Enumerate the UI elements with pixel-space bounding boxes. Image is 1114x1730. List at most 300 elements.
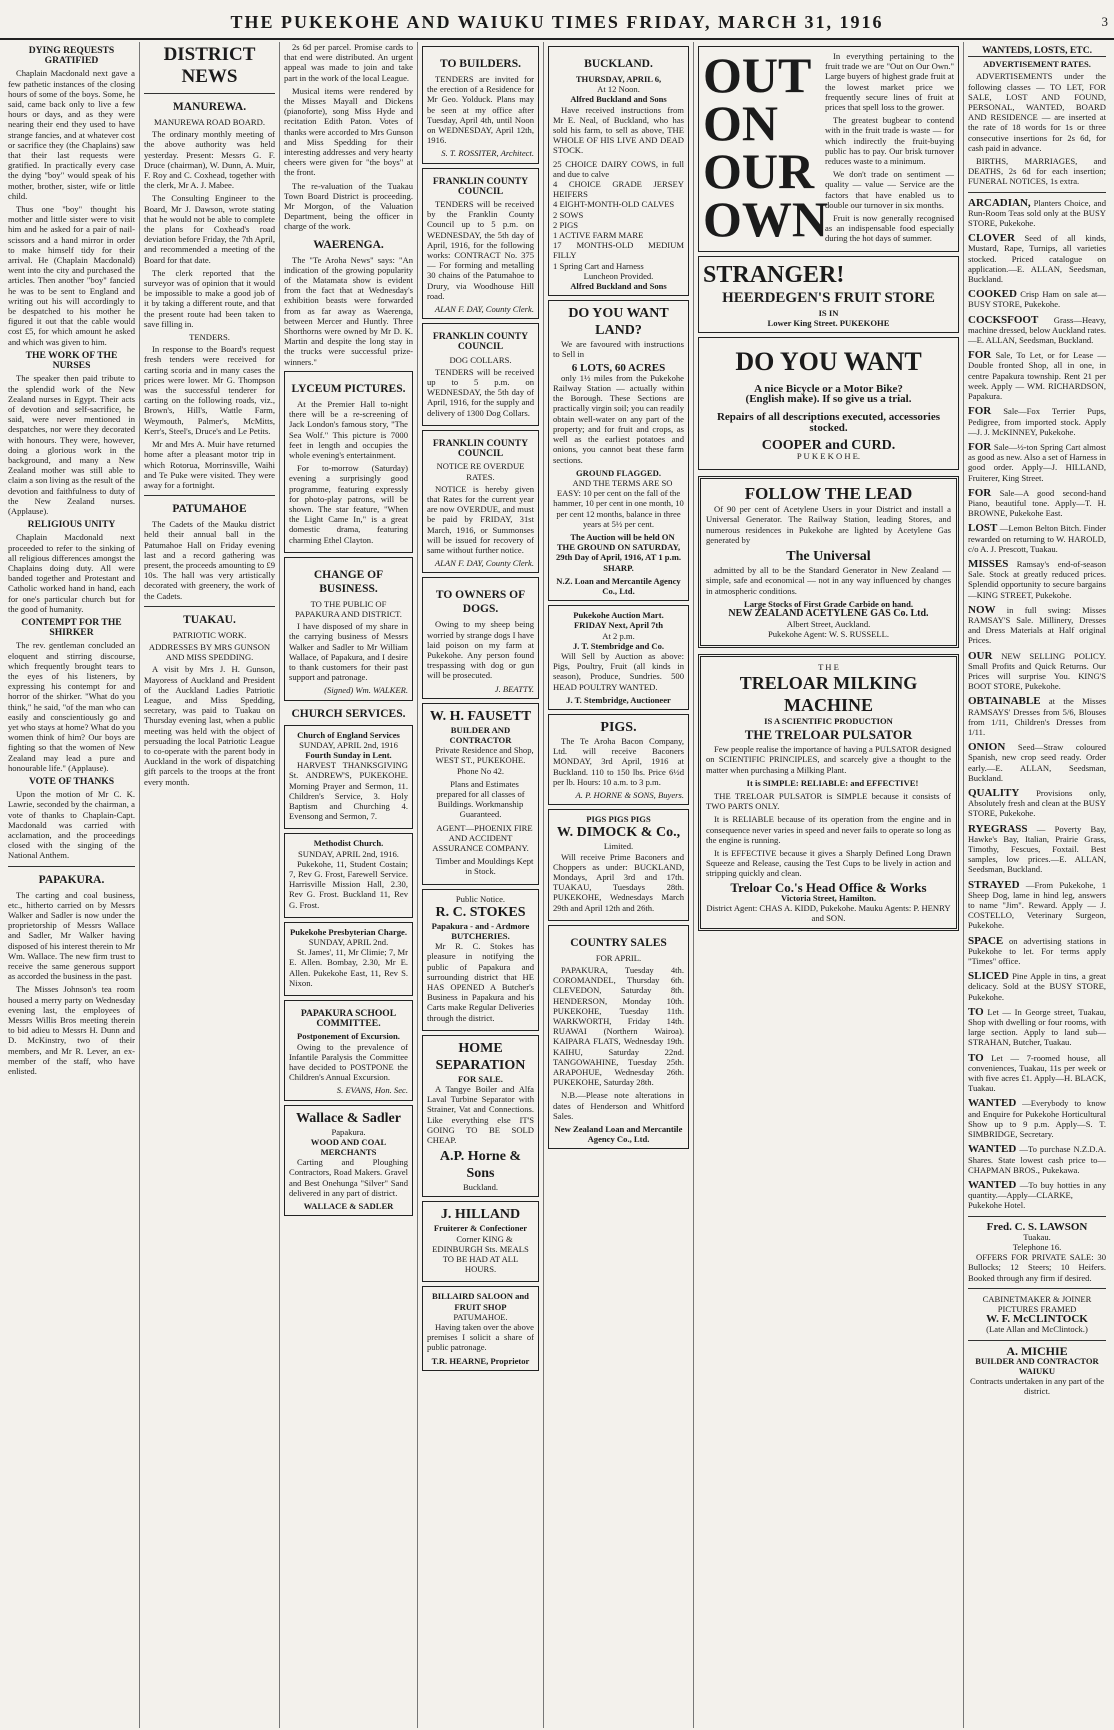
ad-text: Will Sell by Auction as above: Pigs, Poultry, Fruit (all kinds in season), Produce, Sundries. 500 HEAD POULTRY WANTED. [553, 650, 684, 692]
divider [968, 1288, 1106, 1289]
heading-tuakau: TUAKAU. [183, 613, 236, 626]
subheading-addresses: ADDRESSES BY MRS GUNSON AND MISS SPEDDING. [148, 641, 271, 663]
buckland-sale-ad [548, 46, 689, 296]
ad-agent: District Agent: CHAS A. KIDD, Pukekohe. Mauku Agents: P. HENRY and SON. [706, 902, 951, 924]
auctioneer-footer: J. T. Stembridge, Auctioneer [566, 694, 671, 705]
signature: ALAN F. DAY, County Clerk. [434, 558, 534, 569]
subheading-tenders: TENDERS. [189, 332, 230, 343]
mcclintock-note: (Late Allan and McClintock.) [986, 1324, 1088, 1335]
column-2 [140, 42, 280, 1728]
ad-title: HEERDEGEN'S FRUIT STORE [722, 289, 935, 306]
sale-date: FRIDAY Next, April 7th [573, 620, 664, 631]
classified-text: on advertising stations in Pukekohe to let. For terms apply "Times" office. [968, 935, 1106, 967]
signature: J. BEATTY. [494, 683, 534, 694]
church-name: Methodist Church. [313, 838, 384, 849]
ad-text: We are favoured with instructions to Sell in [553, 339, 684, 360]
subheading-rates: ADVERTISEMENT RATES. [983, 59, 1091, 70]
article-paragraph: Mr and Mrs A. Muir have returned home after a pleasant motor trip in which Rotorua, Morrinsville, Waihi and Te Puke were visited. They were away for a fortnight. [144, 439, 275, 490]
ad-title: HOME SEPARATION [435, 1040, 526, 1073]
classified-text: Provisions only, Absolutely fresh and clean at the BUSY STORE, Pukekohe. [968, 788, 1106, 819]
ad-subtitle: IS A SCIENTIFIC PRODUCTION [764, 715, 893, 726]
ad-subtitle: Papakura - and - Ardmore BUTCHERIES. [431, 920, 530, 941]
column-1 [4, 42, 140, 1728]
article-paragraph: Chaplain Macdonald next proceeded to refer to the sinking of all religious differences amongst the Chaplains doing duty. All were banded together and Protestant and Catholic worked hand in hand, each for one's particular church but for the good of humanity. [8, 532, 135, 614]
change-of-business-ad [284, 557, 413, 701]
sale-time: At 2 p.m. [602, 630, 635, 641]
classified-text: Seed of all kinds, Mustard, Rape, Turnips, all varieties stocked. Priced catalogue on application.—E. ALLAN, Seedsman, Buckland. [968, 233, 1106, 285]
church-text: HARVEST THANKSGIVING St. ANDREW'S, PUKEKOHE. Morning Prayer and Sermon, 11. Children's Service, 3. Holy Baptism and Churching 4. Evensong and Sermon, 7. [289, 760, 408, 822]
auctioneer-name: Alfred Buckland and Sons [570, 281, 667, 292]
ad-text: Private Residence and Shop, WEST ST., PUKEKOHE. Phone No 42. [435, 745, 534, 776]
ad-text: Having taken over the above premises I solicit a share of public patronage. [427, 1322, 534, 1353]
classified-lead: COOKED [968, 288, 1017, 301]
classified-text: Let — In George street, Tuakau, Shop with dwelling or four rooms, with large section. Apply to land sub—STRAHAN, Butcher, Tuakau. [968, 1006, 1106, 1048]
classified-lead: COCKSFOOT [968, 313, 1039, 326]
ad-title: J. HILLAND [440, 1207, 521, 1223]
ad-location: Lower King Street. PUKEKOHE [767, 317, 890, 328]
article-paragraph: The speaker then paid tribute to the splendid work of the New Zealand nurses in Egypt. Their acts of devotion and self-sacrifice, he said, were never mentioned in despatches, nor were they decorated with honours. They were, however, doing a glorious work in the background, and many a New Zealand mother was still able to claim a son living as the result of the devotion and faithfulness to duty of the New Zealand nurses. (Applause). [8, 373, 135, 516]
classified-lead: FOR [968, 405, 992, 418]
ad-title: The Universal [786, 549, 871, 565]
classified-text: NEW SELLING POLICY. Small Profits and Quick Returns. Our Prices will surprise You. KING'S BOOT STORE, Pukekohe. [968, 650, 1106, 692]
county-council-dog-collars [422, 323, 539, 426]
ad-text: admitted by all to be the Standard Generator in New Zealand — simple, safe and economical — not in any way influenced by changes in atmospheric conditions. [706, 565, 951, 596]
ad-text: The Te Aroha Bacon Company, Ltd. will receive Baconers MONDAY, 3rd April, 1916 at Buckland. 110 to 150 lbs. Price 6½d per lb. Hours: 10 a.m. to 3 p.m. [553, 735, 684, 787]
subheading-road-board: MANUREWA ROAD BOARD. [153, 117, 265, 127]
michie-note: Contracts undertaken in any part of the district. [969, 1376, 1105, 1397]
classified-lead: FOR [968, 440, 992, 453]
ad-text: Carting and Ploughing Contractors, Road Makers. Gravel and Best Onehunga "Silver" Sand delivered in any part of district. [289, 1157, 408, 1198]
ad-text: IS IN [818, 307, 839, 318]
ad-title: THE TRELOAR PULSATOR [744, 726, 913, 742]
ad-agent: Pukekohe Agent: W. S. RUSSELL. [767, 629, 890, 640]
signature: A. P. HORNE & SONS, Buyers. [575, 789, 684, 800]
ad-subtitle: FOR SALE. [458, 1073, 503, 1084]
article-paragraph: 2s 6d per parcel. Promise cards to that end were distributed. An urgent appeal was made to join and take part in the work of the local League. [284, 42, 413, 83]
divider [968, 1340, 1106, 1341]
classified-ad [968, 559, 1106, 600]
michie-trade: BUILDER AND CONTRACTOR [975, 1355, 1099, 1366]
signature: ALAN F. DAY, County Clerk. [434, 304, 534, 315]
article-paragraph: In response to the Board's request fresh tenders were received for carting scoria and in many cases the prices were lower. Mr G. Thompson was the successful tenderer for carting on the following roads, viz., Brown's, Hill's, Wattle Farm, Weymouth, Palmer's, McMitts, Kerr's, Steel's, Druce's and Le Petits. [144, 344, 275, 436]
divider [968, 192, 1106, 193]
notice-text: NOTICE is hereby given that Rates for the current year are now OVERDUE, and must be paid by FRIDAY, 31st March, 1916, or Summonses will be issued for recovery of same without further notice. [427, 483, 534, 555]
ad-subtitle: WOOD AND COAL MERCHANTS [310, 1136, 387, 1158]
classified-ad [968, 488, 1106, 519]
divider [8, 866, 135, 867]
church-date: SUNDAY, APRIL 2nd. [308, 937, 389, 948]
ad-text: In everything pertaining to the fruit trade we are "Out on Our Own." Large buyers of highest grade fruit at the lowest market price we frequently secure lines of fruit at prices that spell loss to the grower. [825, 51, 954, 113]
heading-council: FRANKLIN COUNTY COUNCIL [432, 331, 529, 353]
church-england-box [284, 725, 413, 830]
classified-lead: WANTED [968, 1143, 1017, 1156]
lawson-location: Tuakau. [1023, 1231, 1051, 1242]
ad-subtitle: BUILDER AND CONTRACTOR [449, 724, 512, 745]
sale-date: THURSDAY, APRIL 6, [575, 74, 662, 84]
classified-ad [968, 1180, 1106, 1211]
ad-title: DO YOU WANT LAND? [568, 306, 669, 339]
ad-text: Have received instructions from Mr E. Neal, of Buckland, who has sold his farm, to sell as above, THE WHOLE OF HIS LIVE AND DEAD STOCK. [553, 104, 684, 156]
newspaper-title: THE PUKEKOHE AND WAIUKU TIMES FRIDAY, MARCH 31, 1916 [230, 12, 884, 32]
classified-text: Sale—½-ton Spring Cart almost as good as new. Also a set of Harness in good order. Apply—J. HILLAND, Fruiterer, King Street. [968, 441, 1106, 483]
classified-text: —Everybody to know and Enquire for Pukekohe Horticultural Show up to 9 p.m. Apply—S. T. SIMBRIDGE, Secretary. [968, 1098, 1106, 1140]
classified-text: Sale—Fox Terrier Pups, Pedigree, from imported stock. Apply—J. J. McKINNEY, Pukekohe. [968, 406, 1106, 437]
heading-school: PAPAKURA SCHOOL COMMITTEE. [300, 1008, 397, 1030]
classified-text: Crisp Ham on sale at—BUSY STORE, Pukekohe. [968, 289, 1106, 310]
ad-line: (English make). If so give us a trial. [745, 393, 912, 406]
classified-lead: OBTAINABLE [968, 695, 1041, 708]
article-paragraph: The carting and coal business, etc., hitherto carried on by Messrs Walker and Sadler is now under the proprietorship of Messrs Wallace and Sadler, Mr Walker having disposed of his interest therein to Mr Wm. Wallace. The new firm trust to receive the same generous support as accorded the business in the past. [8, 889, 135, 982]
heading-district-news: DISTRICT NEWS [163, 44, 256, 87]
heading-wanteds: WANTEDS, LOSTS, ETC. [968, 46, 1106, 57]
country-sales-ad [548, 925, 689, 1150]
lyceum-pictures-box [284, 371, 413, 553]
stock-item: 25 CHOICE DAIRY COWS, in full and due to calve [553, 158, 684, 179]
heading-buckland: BUCKLAND. [584, 58, 653, 70]
article-paragraph: Musical items were rendered by the Misses Mayall and Dickens (pianoforte), song Miss Hyde and recitation Edith Paton. Votes of thanks were accorded to Mrs Gunson and Miss Spedding for their interesting addresses and very hearty cheers were given for "the boys" at the front. [284, 85, 413, 178]
ad-text: Of 90 per cent of Acetylene Users in your District and install a Universal Generator. The Railway Station, leading Stores, and numerous residences in Pukekohe are lighted by Acetylene Gas generated by [706, 504, 951, 545]
classified-text: Sale, To Let, or for Lease — Double fronted Shop, all in one, in centre Papakura township. Rent 21 per week. Apply — WM. RICHARDSON, Papakura. [968, 350, 1106, 402]
classified-lead: TO [968, 1051, 984, 1064]
article-paragraph: The ordinary monthly meeting of the above authority was held yesterday. Present: Messrs G. F. Druce (chairman), W. Dunn, A. Muir, F. Roy and C. Coxhead, together with the clerk, Mr A. J. Mabee. [144, 129, 275, 191]
michie-name: A. MICHIE [1006, 1343, 1068, 1358]
church-date: SUNDAY, APRIL 2nd, 1916 [299, 739, 398, 750]
classified-ad [968, 442, 1106, 483]
notice-text: TENDERS will be received by the Franklin County Council up to 5 p.m. on WEDNESDAY, the 5th day of April, 1916, for the following works: CONTRACT No. 375 — For forming and metalling 30 chains of the Patumahoe to Drury, via Woodhouse Hill road. [427, 199, 534, 301]
classified-lead: ONION [968, 741, 1006, 754]
rates-text: ADVERTISEMENTS under the following classes — TO LET, FOR SALE, LOST AND FOUND, PERSONAL, WANTED, BOARD AND RESIDENCE — are inserted at the rate of 18 words for 1s or three consecutive insertions for 2s 6d, for cash paid in advance. [968, 71, 1106, 153]
dog-owners-notice [422, 577, 539, 698]
classified-ad [968, 233, 1106, 284]
classified-text: —From Pukekohe, 1 Sheep Dog, lame in hind leg, answers to name "Jim". Reward. Apply — J. COSTELLO, Veterinary Surgeon, Pukekohe. [968, 879, 1106, 931]
auctioneer-name: J. T. Stembridge and Co. [572, 640, 665, 651]
heading-waerenga: WAERENGA. [313, 238, 384, 251]
ad-text: AND THE TERMS ARE SO EASY: 10 per cent on the fall of the hammer, 10 per cent in one month, 10 per cent 12 months, balance in three years at 5½ per cent. [553, 477, 684, 529]
cooper-curd-ad [698, 337, 959, 470]
stock-item: 4 CHOICE GRADE JERSEY HEIFERS [553, 179, 684, 200]
classified-ad [968, 605, 1106, 646]
classified-lead: TO [968, 1005, 984, 1018]
pigs-ad [548, 714, 689, 805]
ad-title: BILLAIRD SALOON and FRUIT SHOP [432, 1291, 529, 1312]
notice-text: TENDERS will be received up to 5 p.m. on WEDNESDAY, the 5th day of April, 1916, for the supply and delivery of 1300 Dog Collars. [427, 366, 534, 418]
classified-text: Let — 7-roomed house, all conveniences, Tuakau, 11s per week or with five acres £1. Apply—H. BLACK, Tuakau. [968, 1052, 1106, 1094]
heading-vote-of-thanks: VOTE OF THANKS [28, 776, 115, 788]
lots-headline: 6 LOTS, 60 ACRES [571, 361, 666, 374]
classified-text: Ramsay's end-of-season Sale. Stock at greatly reduced prices. Splendid opportunity to secure bargains—KING STREET, Pukekohe. [968, 558, 1106, 600]
article-paragraph: The Misses Johnson's tea room housed a merry party on Wednesday evening last, the employees of Messrs Willis Bros meeting therein to bid adieu to Messrs H. Dunn and D. McKinstry, two of their members, and Mr R. Lever, an ex-member of the staff, who have enlisted. [8, 984, 135, 1077]
masthead [0, 0, 1114, 40]
classified-lead: FOR [968, 486, 992, 499]
ad-text: Few people realise the importance of having a PULSATOR designed on SCIENTIFIC PRINCIPLES, and scarcely give a thought to the matter when purchasing a Milking Plant. [706, 744, 951, 775]
classified-lead: QUALITY [968, 787, 1020, 799]
classified-ad [968, 289, 1106, 309]
classified-lead: ARCADIAN, [968, 196, 1031, 209]
ad-text: Plans and Estimates prepared for all classes of Buildings. Workmanship Guaranteed. [436, 778, 525, 820]
builders-notice [422, 46, 539, 164]
ad-headline: TRELOAR MILKING MACHINE [739, 672, 918, 715]
page-number: 3 [1101, 14, 1108, 29]
notice-text: TENDERS are invited for the erection of a Residence for Mr Geo. Yolduck. Plans may be seen at my office after Tuesday, April 4th, until Noon on WEDNESDAY, April 12th, 1916. [427, 74, 534, 146]
heading-builders: TO BUILDERS. [440, 58, 521, 70]
ad-text: THE TRELOAR PULSATOR is SIMPLE because it consists of TWO PARTS ONLY. [706, 790, 951, 812]
ad-line: Repairs of all descriptions executed, accessories stocked. [716, 411, 940, 434]
classified-ad [968, 880, 1106, 931]
heerdegen-ad [698, 256, 959, 333]
home-separation-ad [422, 1035, 539, 1198]
cabinetmaker-label: CABINETMAKER & JOINER PICTURES FRAMED [982, 1293, 1092, 1314]
ad-text: PAPAKURA, Tuesday 4th. COROMANDEL, Thursday 6th. CLEVEDON, Saturday 8th. HENDERSON, Monday 10th. PUKEKOHE, Tuesday 11th. WARKWORTH, Friday 14th. RUAWAI (Northern Wairoa). KAIPARA FLATS, Wednesday 19th. KAIHU, Saturday 22nd. TANGOWAHINE, Tuesday 25th. ARAPOHUE, Wednesday 26th. PUKEKOHE, Saturday 28th. [553, 965, 684, 1088]
ad-text: OFFERS FOR PRIVATE SALE: 30 Bullocks; 12 Steers; 10 Heifers. Booked through any firm if desired. [968, 1252, 1106, 1283]
article-paragraph: For to-morrow (Saturday) evening a surprisingly good programme, featuring expressly for photo-play patrons, will be shown. The star feature, "When the Light Came In," is a great domestic drama, featuring charming Ethel Clayton. [289, 463, 408, 545]
ad-company: Treloar Co.'s Head Office & Works [730, 879, 927, 895]
stock-item: 4 EIGHT-MONTH-OLD CALVES [553, 199, 675, 210]
article-paragraph: The "Te Aroha News" says: "An indication of the growing popularity of the Matamata show is evident from the fact that at Wednesday's exhibition beasts were forwarded from as far away as Waerenga, between Mercer and Huntly. Three Shorthorns were owned by Mr D. K. Martin and despite the long stay in the trucks were successful prize-winners." [284, 254, 413, 367]
out-on-our-own-ad [698, 46, 959, 252]
ad-text: AGENT—PHOENIX FIRE AND ACCIDENT ASSURANCE COMPANY. [432, 822, 533, 853]
classified-lead: MISSES [968, 557, 1009, 570]
divider [968, 1216, 1106, 1217]
column-4 [418, 42, 544, 1728]
heading-manurewa: MANUREWA. [172, 101, 247, 113]
classified-lead: RYEGRASS [968, 822, 1028, 835]
sale-time: At 12 Noon. [597, 84, 640, 95]
article-paragraph: The Cadets of the Mauku district held their annual ball in the Patumahoe Hall on Friday evening last and a record gathering was present, the proceeds amounting to £9 10s. The hall was very artistically decorated with greenery, the work of the Cadets. [144, 519, 275, 601]
ad-text: The Auction will be held ON THE GROUND ON SATURDAY, 29th Day of April, 1916, AT 1 p.m. SHARP. [555, 531, 682, 573]
classified-ad [968, 315, 1106, 346]
ad-prefix: T H E [818, 661, 839, 672]
column-3 [280, 42, 418, 1728]
rates-text: BIRTHS, MARRIAGES, and DEATHS, 2s 6d for each insertion; FUNERAL NOTICES, 1s extra. [968, 156, 1106, 187]
heading-council: FRANKLIN COUNTY COUNCIL [432, 437, 529, 460]
land-sale-ad [548, 300, 689, 601]
classified-lead: SLICED [968, 970, 1009, 983]
article-paragraph: The re-valuation of the Tuakau Town Board District is proceeding. Mr Morgon, of the Valuation Department, being the officer in charge of the work. [284, 180, 413, 232]
classified-ad [968, 1144, 1106, 1175]
heading-papakura: PAPAKURA. [38, 873, 105, 886]
stock-item: 17 MONTHS-OLD MEDIUM FILLY [553, 240, 684, 261]
classified-ad [968, 1007, 1106, 1048]
ad-text: It is EFFECTIVE because it gives a Sharply Defined Long Drawn Squeeze and Release, causing the Test Cups to be lively in action and stripping quickly and clean. [706, 847, 951, 879]
classified-ad [968, 1053, 1106, 1094]
classified-text: Sale—A good second-hand Piano, beautiful tone. Apply—T. H. BROWNE, Pukekohe East. [968, 487, 1106, 519]
article-paragraph: Thus one "boy" thought his mother and little sister were to visit him and he asked for a pair of nail-scissors and a hand mirror in order to make himself tidy for their arrival. He (Chaplain Macdonald) went into the city and purchased the articles. Then another "boy" fancied he was to be sent to England and writing out his will accordingly to be despatched to his mother he figured it out that the cable would cost £5, for which amount he asked and which was given to him. [8, 204, 135, 347]
classified-text: in full swing: Misses RAMSAY'S Sale. Millinery, Dresses and Dress Materials at Half original Prices. [968, 604, 1106, 646]
article-paragraph: The rev. gentleman concluded an eloquent and stirring discourse, which frequently brought tears to the eyes of his listeners, by expressing his contempt for and horror of the shirker. "What do you think," he said, "of the man who can easily and conscientiously go and yet who stays at home? What do you women think of him? Our boys are fighting so that the women of New Zealand may lead a pure and honourable life." (Applause). [8, 640, 135, 773]
classified-lead: WANTED [968, 1097, 1017, 1110]
classified-ad [968, 742, 1106, 783]
column-6 [694, 42, 964, 1728]
ad-headline: OUT ON OUR OWN [703, 47, 828, 247]
ad-location: P U K E K O H E. [796, 451, 861, 462]
classified-text: Pine Apple in tins, a great delicacy. Sold at the BUSY STORE, Pukekohe. [968, 971, 1106, 1002]
ad-subtitle: Limited. [603, 841, 634, 852]
ad-title: Pukekohe Auction Mart. [573, 610, 664, 621]
heading-church-services: CHURCH SERVICES. [291, 707, 406, 720]
methodist-box [284, 833, 413, 917]
billaird-ad [422, 1286, 539, 1370]
church-name: Church of England Services [297, 729, 400, 740]
ad-address: Albert Street, Auckland. [786, 619, 871, 630]
ad-headline: FOLLOW THE LEAD [744, 484, 913, 504]
ad-text: The greatest bugbear to contend with in the fruit trade is waste — for which indirectly the fruit-buying public has to pay. Our brisk turnover reduces waste to a minimum. [825, 115, 954, 167]
signature: S. EVANS, Hon. Sec. [336, 1085, 408, 1096]
ad-title: W. H. FAUSETT [429, 708, 532, 724]
county-council-tenders [422, 168, 539, 320]
signature: S. T. ROSSITER, Architect. [441, 148, 534, 159]
heading-religious-unity: RELIGIOUS UNITY [27, 519, 116, 531]
ad-title: Wallace & Sadler [296, 1110, 401, 1126]
article-paragraph: At the Premier Hall to-night there will be a re-screening of Jack London's famous story, "The Sea Wolf." This picture is 7000 feet in length and occupies the whole evening's entertainment. [289, 398, 408, 460]
church-name: Pukekohe Presbyterian Charge. [289, 926, 408, 937]
classified-ad [968, 971, 1106, 1002]
mcclintock-name: W. F. McCLINTOCK [986, 1313, 1088, 1326]
ad-body [825, 51, 954, 247]
church-subtitle: Fourth Sunday in Lent. [305, 749, 392, 760]
ad-text: A Tangye Boiler and Alfa Laval Turbine Separator with Strainer, Vat and Connections. Like everything else IT'S GOING TO BE SOLD CHEAP. [427, 1084, 534, 1146]
classified-lead: NOW [968, 603, 996, 616]
divider [144, 495, 275, 496]
classified-ad [968, 936, 1106, 967]
divider [144, 93, 275, 94]
ad-company: NEW ZEALAND ACETYLENE GAS Co. Ltd. [728, 607, 929, 619]
ad-text: only 1½ miles from the Pukekohe Railway Station — actually within the Borough. These Sections are practically virgin soil; you can readily obtain well-water on any part of the property; and for fruit and crops, as well as the earliest potatoes and onions, you cannot beat these farm sections. [553, 372, 684, 465]
acetylene-ad [698, 476, 959, 647]
company-name: New Zealand Loan and Mercantile Agency Co., Ltd. [554, 1124, 683, 1145]
ad-text: I have disposed of my share in the carrying business of Messrs Walker and Sadler to Mr William Wallace, of Papakura, and I desire to thank customers for their past support and patronage. [289, 621, 408, 683]
heading-country-sales: COUNTRY SALES [570, 936, 667, 949]
auctioneer-name: Alfred Buckland and Sons [570, 94, 667, 105]
school-committee-box [284, 1000, 413, 1101]
subheading: FOR APRIL. [595, 952, 642, 963]
pigs-banner: PIGS PIGS PIGS [586, 814, 651, 825]
fausett-ad [422, 703, 539, 885]
classified-ad [968, 1098, 1106, 1139]
michie-location: WAIUKU [1018, 1365, 1056, 1376]
subheading: GROUND FLAGGED. [576, 467, 661, 478]
ad-location: PATUMAHOE. [453, 1311, 508, 1322]
classified-ad [968, 406, 1106, 437]
church-text: St. James', 11, Mr Climie; 7, Mr E. Allen. Bombay, 2.30, Mr E. Allen. Pukekohe East, 11, Rev S. Nixon. [289, 947, 408, 988]
auction-mart-ad [548, 605, 689, 710]
ad-text: Will receive Prime Baconers and Choppers as under: BUCKLAND, Mondays, April 3rd and 17th. TUAKAU, Tuesdays 28th. PUKEKOHE, Wednesdays March 29th and April 12th and 26th. [553, 851, 684, 913]
heading-dying-requests: DYING REQUESTS GRATIFIED [28, 45, 115, 67]
classified-text: —To purchase N.Z.D.A. Shares. State lowest cash price to—CHAPMAN BROS., Pukekawa. [968, 1144, 1106, 1175]
ad-text: Mr R. C. Stokes has pleasure in notifying the public of Papakura and surrounding district that HE HAS OPENED A Butcher's Business in Papakura and his Carts make Regular Deliveries through the district. [427, 941, 534, 1023]
lawson-name: Fred. C. S. LAWSON [986, 1220, 1088, 1233]
column-5 [544, 42, 694, 1728]
stock-item: 2 PIGS [553, 219, 579, 230]
ad-text: We don't trade on sentiment — quality — value — Service are the factors that have enabled us to double our turnover in six months. [825, 169, 954, 210]
classified-lead: SPACE [968, 934, 1004, 947]
ad-footer: WALLACE & SADLER [303, 1201, 394, 1212]
classified-text: at the Misses RAMSAYS' Dresses from 5/6, Blouses from 1/11, Children's Dresses from 1/11. [968, 696, 1106, 737]
subheading: NOTICE RE OVERDUE RATES. [436, 461, 525, 482]
classified-ad [968, 824, 1106, 875]
ad-subtitle: Fruiterer & Confectioner [433, 1223, 528, 1234]
classified-text: Seed—Straw coloured Spanish, new crop seed ready. Order early.—E. ALLAN, Seedsman, Buckland. [968, 742, 1106, 783]
ad-note: Large Stocks of First Grade Carbide on hand. [743, 598, 913, 609]
heading-nurses: THE WORK OF THE NURSES [25, 349, 118, 372]
heading-contempt: CONTEMPT FOR THE SHIRKER [21, 616, 122, 639]
ad-headline: STRANGER! [703, 261, 845, 288]
notice-text: Owing to my sheep being worried by strange dogs I have laid poison on my farm at Pukekohe. Any person found trespassing with dog or gun will be prosecuted. [427, 619, 534, 681]
classified-text: Planters Choice, and Run-Room Teas sold only at the BUSY STORE, Pukekohe. [968, 197, 1106, 229]
subheading: TO THE PUBLIC OF PAPAKURA AND DISTRICT. [295, 598, 402, 619]
ad-text: Fruit is now generally recognised as an indispensable food especially during the hot days of summer. [825, 213, 954, 244]
heading-dogs: TO OWNERS OF DOGS. [435, 589, 526, 616]
signature: (Signed) Wm. WALKER. [324, 685, 408, 696]
article-paragraph: The clerk reported that the surveyor was of opinion that it would be impossible to make a good job of it by taking a different route, and that the present route had been taken to save filling in. [144, 267, 275, 329]
ad-text: It is RELIABLE because of its operation from the engine and in consequence never varies in speed and never fails to operate so long as the engine is running. [706, 814, 951, 845]
subheading: Postponement of Excursion. [297, 1031, 400, 1042]
church-date: SUNDAY, APRIL 2nd, 1916. [298, 848, 399, 859]
classified-text: —To buy hotties in any quantity.—Apply—CLARKE, Pukekohe Hotel. [968, 1179, 1106, 1211]
classified-lead: FOR [968, 349, 992, 362]
ad-text: It is SIMPLE: RELIABLE: and EFFECTIVE! [746, 777, 919, 788]
ad-text: Timber and Mouldings Kept in Stock. [435, 856, 534, 877]
divider [144, 606, 275, 607]
classified-ad [968, 523, 1106, 554]
ad-label: Public Notice. [455, 893, 506, 904]
ad-location: Buckland. [462, 1182, 499, 1193]
classified-lead: STRAYED [968, 878, 1020, 891]
article-paragraph: The Consulting Engineer to the Board, Mr J. Dawson, wrote stating that he would not be able to complete the plans for Coxhead's road deviation before Friday, the 7th April, and recommended a meeting of the Board for that date. [144, 193, 275, 265]
treloar-ad [698, 654, 959, 932]
church-text: Pukekohe, 11, Student Costain; 7, Rev G. Frost, Farewell Service. Harrisville Mission Hall, 2.30, Rev G. Frost. Buckland 11, Rev G. Frost. [289, 858, 408, 910]
ad-title: A.P. Horne & Sons [439, 1149, 522, 1182]
columns [4, 42, 1110, 1728]
stock-item: 2 SOWS [553, 209, 584, 220]
article-paragraph: Upon the motion of Mr C. K. Lawrie, seconded by the chairman, a vote of thanks to Chaplain-Capt. Macdonald was carried with acclamation, and the proceedings closed with the singing of the National Anthem. [8, 789, 135, 861]
heading-patumahoe: PATUMAHOE [172, 503, 247, 516]
heading-council: FRANKLIN COUNTY COUNCIL [432, 175, 529, 197]
county-council-rates [422, 430, 539, 573]
presbyterian-box [284, 922, 413, 996]
wallace-sadler-ad [284, 1105, 413, 1217]
classified-text: —Lemon Belton Bitch. Finder rewarded on returning to W. HAROLD, c/o A. J. Prescott, Tuakau. [968, 523, 1106, 554]
classified-text: — Poverty Bay, Hawke's Bay, Italian, Prairie Grass, Timothy, Fescues, Foxtail. Best samples, low prices.—E. ALLAN, Seedsman, Buckland. [968, 823, 1106, 875]
stock-item: 1 ACTIVE FARM MARE [553, 230, 644, 241]
ad-footer: T.R. HEARNE, Proprietor [431, 1355, 530, 1366]
notice-text: Owing to the prevalence of Infantile Paralysis the Committee have decided to POSTPONE the Children's Annual Excursion. [289, 1041, 408, 1083]
classified-lead: OUR [968, 649, 993, 662]
column-7 [964, 42, 1110, 1728]
company-name: N.Z. Loan and Mercantile Agency Co., Ltd. [556, 575, 681, 596]
ad-text: Corner KING & EDINBURGH Sts. MEALS TO BE HAD AT ALL HOURS. [432, 1233, 529, 1275]
ad-note: Luncheon Provided. [583, 270, 654, 281]
classified-lead: LOST [968, 522, 998, 535]
heading-lyceum: LYCEUM PICTURES. [291, 382, 406, 395]
ad-headline: DO YOU WANT [735, 347, 922, 377]
article-paragraph: Chaplain Macdonald next gave a few pathetic instances of the closing hours of some of the boys. Some, he said, came back only to live a few hours or days, and as they were nearing their end they used to have strange fancies, and at whatever cost or sacrifice they (the Chaplains) saw that their last requests were gratified. In practically every case the dying "boy" would speak of his mother, brother, sister, wife or little child. [8, 68, 135, 201]
ad-line: A nice Bicycle or a Motor Bike? [754, 383, 903, 396]
classified-lead: CLOVER [968, 232, 1016, 245]
dimock-ad [548, 809, 689, 921]
ad-note: N.B.—Please note alterations in dates of Henderson and Whitford Sales. [553, 1090, 684, 1121]
classified-ad [968, 696, 1106, 737]
ad-title: W. DIMOCK & Co., [556, 825, 681, 841]
ad-address: Victoria Street, Hamilton. [781, 892, 876, 903]
lawson-phone: Telephone 16. [1012, 1241, 1062, 1252]
subheading: DOG COLLARS. [449, 354, 512, 365]
classified-text: Grass—Heavy, machine dressed, below Auckland rates.—E. ALLAN, Seedsman, Buckland. [968, 314, 1106, 346]
ad-title: PIGS. [600, 719, 637, 735]
stock-item: 1 Spring Cart and Harness [553, 260, 644, 271]
stokes-ad [422, 889, 539, 1031]
classified-ad [968, 198, 1106, 229]
stock-list [553, 159, 684, 271]
